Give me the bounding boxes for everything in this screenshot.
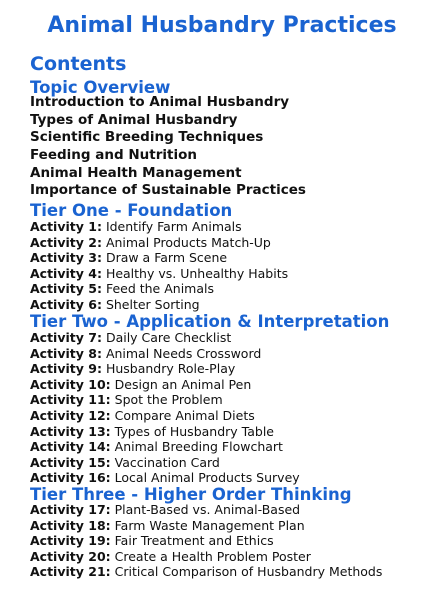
activity-label: Activity 3 <box>30 250 97 266</box>
activity-text: Feed the Animals <box>105 281 214 297</box>
activity-label: Activity 21 <box>30 564 106 580</box>
activity-item: Activity 21: Critical Comparison of Husbandry Methods <box>30 564 383 580</box>
activity-item: Activity 17: Plant-Based vs. Animal-Based <box>30 502 301 517</box>
activity-text: Healthy vs. Unhealthy Habits <box>105 265 289 281</box>
activity-text: Types of Husbandry Table <box>114 423 274 439</box>
topic-item: Importance of Sustainable Practices <box>30 182 306 199</box>
activity-text: Plant-Based vs. Animal-Based <box>114 502 301 517</box>
topic-overview-heading: Topic Overview <box>30 78 171 97</box>
activity-item: Activity 4: Healthy vs. Unhealthy Habits <box>30 265 289 281</box>
activity-text: Shelter Sorting <box>105 296 200 312</box>
activity-text: Husbandry Role-Play <box>105 361 236 377</box>
activity-label: Activity 8 <box>30 345 97 361</box>
page-title: Animal Husbandry Practices <box>47 13 397 38</box>
activity-label: Activity 17 <box>30 502 106 517</box>
activity-text: Identify Farm Animals <box>105 219 242 234</box>
activity-item: Activity 11: Spot the Problem <box>30 392 223 408</box>
tier-two-activity-list <box>30 330 300 486</box>
activity-label: Activity 7 <box>30 330 97 345</box>
activity-label: Activity 16 <box>30 470 106 486</box>
topic-item: Scientific Breeding Techniques <box>30 129 264 146</box>
activity-item: Activity 19: Fair Treatment and Ethics <box>30 533 274 549</box>
activity-text: Design an Animal Pen <box>114 376 252 392</box>
tier-one-activity-list <box>30 219 288 313</box>
activity-label: Activity 5 <box>30 281 97 297</box>
activity-text: Farm Waste Management Plan <box>114 517 305 533</box>
activity-text: Spot the Problem <box>114 392 223 408</box>
topic-item: Introduction to Animal Husbandry <box>30 94 290 110</box>
contents-heading: Contents <box>30 53 127 75</box>
activity-text: Animal Products Match-Up <box>105 234 271 250</box>
activity-item: Activity 6: Shelter Sorting <box>30 296 200 312</box>
activity-item: Activity 1: Identify Farm Animals <box>30 219 242 234</box>
tier-two-heading: Tier Two - Application & Interpretation <box>30 312 390 331</box>
activity-label: Activity 15 <box>30 454 106 470</box>
activity-item: Activity 9: Husbandry Role-Play <box>30 361 236 377</box>
activity-item: Activity 2: Animal Products Match-Up <box>30 234 271 250</box>
activity-label: Activity 18 <box>30 517 106 533</box>
topic-list <box>30 94 306 200</box>
activity-text: Compare Animal Diets <box>114 407 255 423</box>
activity-text: Daily Care Checklist <box>105 330 232 345</box>
activity-item: Activity 8: Animal Needs Crossword <box>30 345 262 361</box>
activity-label: Activity 9 <box>30 361 97 377</box>
activity-text: Vaccination Card <box>114 454 220 470</box>
activity-item: Activity 15: Vaccination Card <box>30 454 220 470</box>
activity-label: Activity 20 <box>30 548 106 564</box>
activity-item: Activity 14: Animal Breeding Flowchart <box>30 439 283 455</box>
activity-item: Activity 16: Local Animal Products Survey <box>30 470 300 486</box>
activity-label: Activity 1 <box>30 219 97 234</box>
activity-label: Activity 11 <box>30 392 106 408</box>
topic-item: Types of Animal Husbandry <box>30 111 238 128</box>
activity-label: Activity 6 <box>30 296 97 312</box>
activity-label: Activity 19 <box>30 533 106 549</box>
activity-item: Activity 3: Draw a Farm Scene <box>30 250 228 266</box>
activity-text: Animal Breeding Flowchart <box>114 439 283 455</box>
activity-item: Activity 18: Farm Waste Management Plan <box>30 517 305 533</box>
activity-label: Activity 12 <box>30 407 106 423</box>
activity-text: Animal Needs Crossword <box>105 345 262 361</box>
activity-text: Create a Health Problem Poster <box>114 548 311 564</box>
activity-item: Activity 13: Types of Husbandry Table <box>30 423 274 439</box>
tier-three-heading: Tier Three - Higher Order Thinking <box>30 485 352 504</box>
activity-label: Activity 4 <box>30 265 97 281</box>
activity-label: Activity 2 <box>30 234 97 250</box>
activity-label: Activity 14 <box>30 439 106 455</box>
activity-text: Fair Treatment and Ethics <box>114 533 274 549</box>
activity-item: Activity 5: Feed the Animals <box>30 281 214 297</box>
activity-text: Draw a Farm Scene <box>105 250 228 266</box>
activity-label: Activity 13 <box>30 423 106 439</box>
activity-item: Activity 20: Create a Health Problem Poster <box>30 548 311 564</box>
activity-item: Activity 7: Daily Care Checklist <box>30 330 232 345</box>
tier-three-activity-list <box>30 502 382 580</box>
activity-text: Local Animal Products Survey <box>114 470 300 486</box>
topic-item: Feeding and Nutrition <box>30 147 197 164</box>
activity-item: Activity 12: Compare Animal Diets <box>30 407 255 423</box>
tier-one-heading: Tier One - Foundation <box>30 201 233 220</box>
topic-item: Animal Health Management <box>30 164 242 181</box>
activity-label: Activity 10 <box>30 376 106 392</box>
activity-text: Critical Comparison of Husbandry Methods <box>114 564 383 580</box>
activity-item: Activity 10: Design an Animal Pen <box>30 376 252 392</box>
